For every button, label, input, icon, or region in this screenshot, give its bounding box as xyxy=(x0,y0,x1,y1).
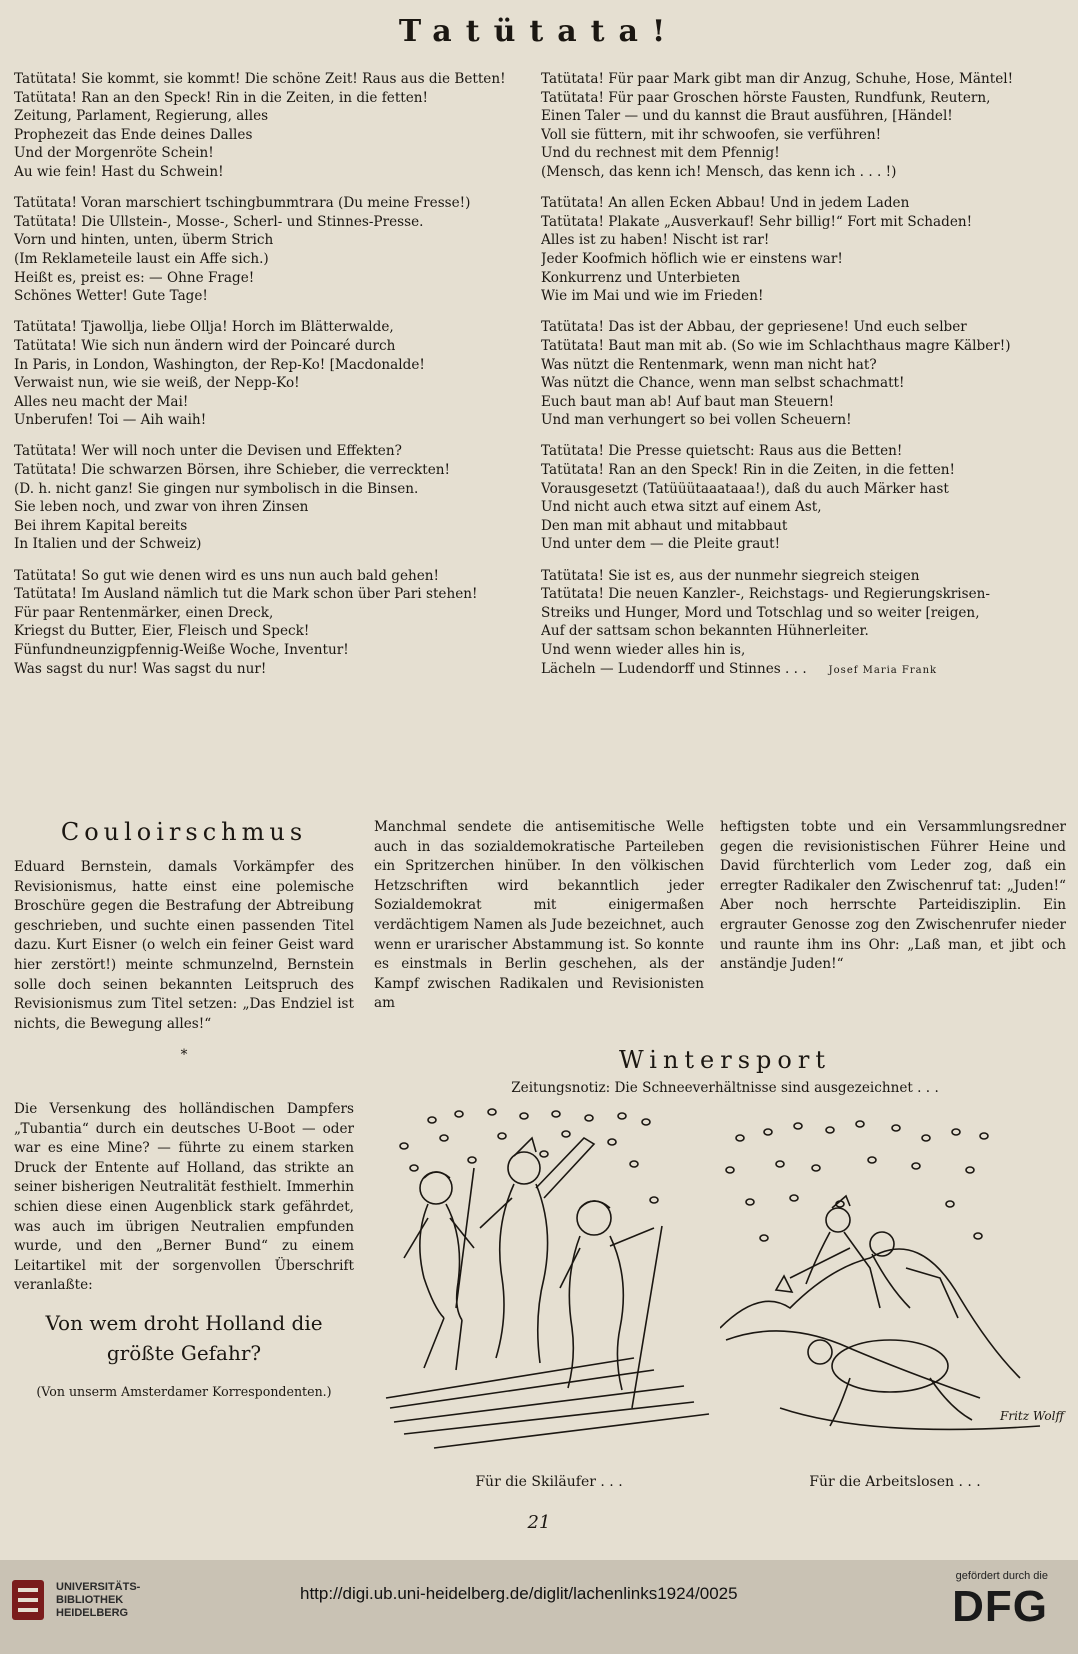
poem-line: Euch baut man ab! Auf baut man Steuern! xyxy=(541,393,835,410)
couloir-column-3 xyxy=(720,818,1066,975)
poem-line: Verwaist nun, wie sie weiß, der Nepp-Ko! xyxy=(14,375,300,392)
section-separator: * xyxy=(180,1047,188,1064)
holland-byline: (Von unserm Amsterdamer Korrespondenten.) xyxy=(36,1383,332,1399)
poem-line: Tatütata! Sie ist es, aus der nunmehr siegreich steigen xyxy=(541,567,920,584)
poem-line: Tatütata! Ran an den Speck! Rin in die Zeiten, in die fetten! xyxy=(14,89,429,106)
poem-author: Josef Maria Frank xyxy=(828,664,938,676)
funder-block xyxy=(952,1570,1048,1632)
caption-unemployed: Für die Arbeitslosen . . . xyxy=(809,1474,981,1490)
poem-line: Unberufen! Toi — Aih waih! xyxy=(14,412,207,429)
poem-line: Den man mit abhaut und mitabbaut xyxy=(541,517,788,534)
poem-stanza xyxy=(541,194,1041,306)
poem-line: Tatütata! Die neuen Kanzler-, Reichstags- und Regierungskrisen- xyxy=(541,586,991,603)
poem-line: Heißt es, preist es: — Ohne Frage! xyxy=(14,269,255,286)
university-logo xyxy=(10,1578,140,1622)
poem-line: Wie im Mai und wie im Frieden! xyxy=(541,288,764,305)
poem-title: Tatütata! xyxy=(398,14,680,49)
poem-line: Tatütata! Baut man mit ab. (So wie im Schlachthaus magre Kälber!) xyxy=(541,337,1011,354)
poem-line: (Im Reklameteile laust ein Affe sich.) xyxy=(14,250,269,267)
poem-line: Tatütata! Im Ausland nämlich tut die Mark schon über Pari stehen! xyxy=(14,586,478,603)
couloir-heading: Couloirschmus xyxy=(60,818,308,846)
holland-headline: Von wem droht Holland die größte Gefahr? xyxy=(45,1310,323,1365)
poem-line: Sie leben noch, und zwar von ihren Zinsen xyxy=(14,499,309,516)
poem-line: Einen Taler — und du kannst die Braut ausführen, [Händel! xyxy=(541,108,953,125)
poem-line: Kriegst du Butter, Eier, Fleisch und Speck! xyxy=(14,623,310,640)
jews-anecdote-text: heftigsten tobte und ein Versammlungsredner gegen die revisionistischen Führer Heine und David fürchterlich vom Leder zog, daß ein erregter Radikaler den Zwischenruf tat: „Juden!“ Aber noch herrschte Parteidisziplin. Ein ergrauter Genosse zog den Zwischenrufer nieder und raunte ihm ins Ohr: „Laß man, et jibt och anständje Juden!“ xyxy=(720,819,1066,973)
artist-signature: Fritz Wolff xyxy=(1000,1409,1064,1423)
poem-line: Voll sie füttern, mit ihr schwoofen, sie verführen! xyxy=(541,126,882,143)
poem-line: Zeitung, Parlament, Regierung, alles xyxy=(14,108,269,125)
skiers-cartoon xyxy=(384,1108,714,1463)
poem-line: Alles ist zu haben! Nischt ist rar! xyxy=(541,232,770,249)
poem-line: Prophezeit das Ende deines Dalles xyxy=(14,126,253,143)
poem-stanza xyxy=(541,318,1041,430)
bernstein-anecdote: Eduard Bernstein, damals Vorkämpfer des Revisionismus, hatte einst eine polemische Broschüre gegen die Bestrafung der Abtreibung geschrieben, und suchte einen passenden Titel dazu. Kurt Eisner (o welch ein feiner Geist ward hier zerstört!) meinte schmunzelnd, Bernstein solle doch seinen bekannten Leitspruch des Revisionismus zum Titel setzen: „Das Endziel ist nichts, die Bewegung alles!“ xyxy=(14,859,354,1032)
poem-line: Tatütata! Für paar Mark gibt man dir Anzug, Schuhe, Hose, Mäntel! xyxy=(541,71,1014,87)
poem-line: Tatütata! Für paar Groschen hörste Fausten, Rundfunk, Reutern, xyxy=(541,89,991,106)
couloir-column-1 xyxy=(14,818,354,1401)
poem-left-column xyxy=(14,70,514,691)
poem-line: In Italien und der Schweiz) xyxy=(14,536,202,553)
poem-line: Tatütata! Das ist der Abbau, der gepriesene! Und euch selber xyxy=(541,319,967,336)
poem-line: Tatütata! Die schwarzen Börsen, ihre Schieber, die verreckten! xyxy=(14,462,451,479)
poem-line: Tatütata! Die Presse quietscht: Raus aus die Betten! xyxy=(541,443,903,460)
poem-line: Fünfundneunzigpfennig-Weiße Woche, Inventur! xyxy=(14,642,349,658)
poem-line: Tatütata! Ran an den Speck! Rin in die Zeiten, in die fetten! xyxy=(541,462,956,479)
poem-line xyxy=(541,660,1041,681)
poem-line: Konkurrenz und Unterbieten xyxy=(541,269,741,286)
caption-skiers: Für die Skiläufer . . . xyxy=(475,1474,623,1490)
poem-line: Tatütata! Sie kommt, sie kommt! Die schöne Zeit! Raus aus die Betten! xyxy=(14,71,506,87)
poem-line: (D. h. nicht ganz! Sie gingen nur symbolisch in die Binsen. xyxy=(14,480,419,497)
university-crest-icon xyxy=(10,1578,46,1622)
poem-line: Bei ihrem Kapital bereits xyxy=(14,517,188,534)
poem-line: Und nicht auch etwa sitzt auf einem Ast, xyxy=(541,499,822,516)
poem-line: Und der Morgenröte Schein! xyxy=(14,145,214,162)
poem-line: Was nützt die Chance, wenn man selbst schachmatt! xyxy=(541,375,905,392)
wintersport-note: Zeitungsnotiz: Die Schneeverhältnisse sind ausgezeichnet . . . xyxy=(511,1080,939,1096)
university-name: UNIVERSITÄTS- BIBLIOTHEK HEIDELBERG xyxy=(56,1580,141,1619)
poem-stanza xyxy=(14,70,514,182)
unemployed-cartoon xyxy=(720,1108,1070,1463)
poem-line: In Paris, in London, Washington, der Rep-Ko! [Macdonalde! xyxy=(14,356,425,373)
poem-stanza xyxy=(14,194,514,306)
funded-by-text: gefördert durch die xyxy=(955,1570,1048,1582)
poem-line: Auf der sattsam schon bekannten Hühnerleiter. xyxy=(541,623,869,640)
poem-line: Tatütata! Wer will noch unter die Devisen und Effekten? xyxy=(14,443,402,460)
digitization-footer xyxy=(0,1560,1078,1654)
poem-line: Vorn und hinten, unten, überm Strich xyxy=(14,232,274,249)
source-url-link[interactable]: http://digi.ub.uni-heidelberg.de/diglit/lachenlinks1924/0025 xyxy=(300,1584,738,1603)
poem-line: Tatütata! Voran marschiert tschingbummtrara (Du meine Fresse!) xyxy=(14,195,471,212)
poem-line: Tatütata! Die Ullstein-, Mosse-, Scherl- und Stinnes-Presse. xyxy=(14,213,424,230)
poem-line: Was sagst du nur! Was sagst du nur! xyxy=(14,660,267,677)
dfg-logo: DFG xyxy=(952,1582,1048,1631)
poem-stanza xyxy=(541,567,1041,681)
poem-line: Tatütata! Plakate „Ausverkauf! Sehr billig!“ Fort mit Schaden! xyxy=(541,213,973,230)
couloir-column-2 xyxy=(374,818,704,1014)
poem-line: Au wie fein! Hast du Schwein! xyxy=(14,163,224,180)
poem-stanza xyxy=(14,442,514,554)
poem-line: Schönes Wetter! Gute Tage! xyxy=(14,288,208,305)
poem-line: Und du rechnest mit dem Pfennig! xyxy=(541,145,780,162)
poem-line: Und unter dem — die Pleite graut! xyxy=(541,536,781,553)
poem-line: Und wenn wieder alles hin is, xyxy=(541,642,746,658)
poem-stanza xyxy=(541,442,1041,554)
page-number: 21 xyxy=(527,1512,551,1533)
poem-line: Tatütata! Wie sich nun ändern wird der Poincaré durch xyxy=(14,337,396,354)
poem-line: Und man verhungert so bei vollen Scheuern! xyxy=(541,412,852,429)
wintersport-heading: Wintersport xyxy=(619,1046,831,1074)
poem-right-column xyxy=(541,70,1041,693)
poem-stanza xyxy=(14,567,514,679)
poem-line: Tatütata! So gut wie denen wird es uns nun auch bald gehen! xyxy=(14,567,440,584)
poem-line: Für paar Rentenmärker, einen Dreck, xyxy=(14,604,274,621)
antisemitic-wave-text: Manchmal sendete die antisemitische Welle auch in das sozialdemokratische Parteileben ein Spritzerchen hinüber. In den völkischen Hetzschriften wird bekanntlich jeder Sozialdemokrat mit einigermaßen verdächtigem Namen als Jude bezeichnet, auch wenn er urarischer Abstammung ist. So konnte es einstmals in Berlin geschehen, als der Kampf zwischen Radikalen und Revisionisten am xyxy=(374,819,704,1012)
poem-line: Tatütata! An allen Ecken Abbau! Und in jedem Laden xyxy=(541,195,910,212)
poem-line: Was nützt die Rentenmark, wenn man nicht hat? xyxy=(541,356,877,373)
poem-line: Alles neu macht der Mai! xyxy=(14,393,189,410)
poem-stanza xyxy=(14,318,514,430)
poem-line: Jeder Koofmich höflich wie er einstens war! xyxy=(541,250,843,267)
poem-line: (Mensch, das kenn ich! Mensch, das kenn ich . . . !) xyxy=(541,163,897,180)
poem-line-text: Lächeln — Ludendorff und Stinnes . . . xyxy=(541,660,807,677)
poem-line: Tatütata! Tjawollja, liebe Ollja! Horch im Blätterwalde, xyxy=(14,319,394,336)
poem-line: Streiks und Hunger, Mord und Totschlag und so weiter [reigen, xyxy=(541,604,980,621)
holland-anecdote: Die Versenkung des holländischen Dampfers „Tubantia“ durch ein deutsches U-Boot — oder war es eine Mine? — führte zu einem starken Druck der Entente auf Holland, das strikte an seiner bisherigen Neutralität festhielt. Immerhin schien diese einen Augenblick stark gefährdet, was auch im übrigen Neutralien empfunden wurde, und den „Berner Bund“ zu einem Leitartikel mit der sorgenvollen Überschrift veranlaßte: xyxy=(14,1100,354,1294)
poem-stanza xyxy=(541,70,1041,182)
poem-line: Vorausgesetzt (Tatüüütaaataaa!), daß du auch Märker hast xyxy=(541,480,949,497)
